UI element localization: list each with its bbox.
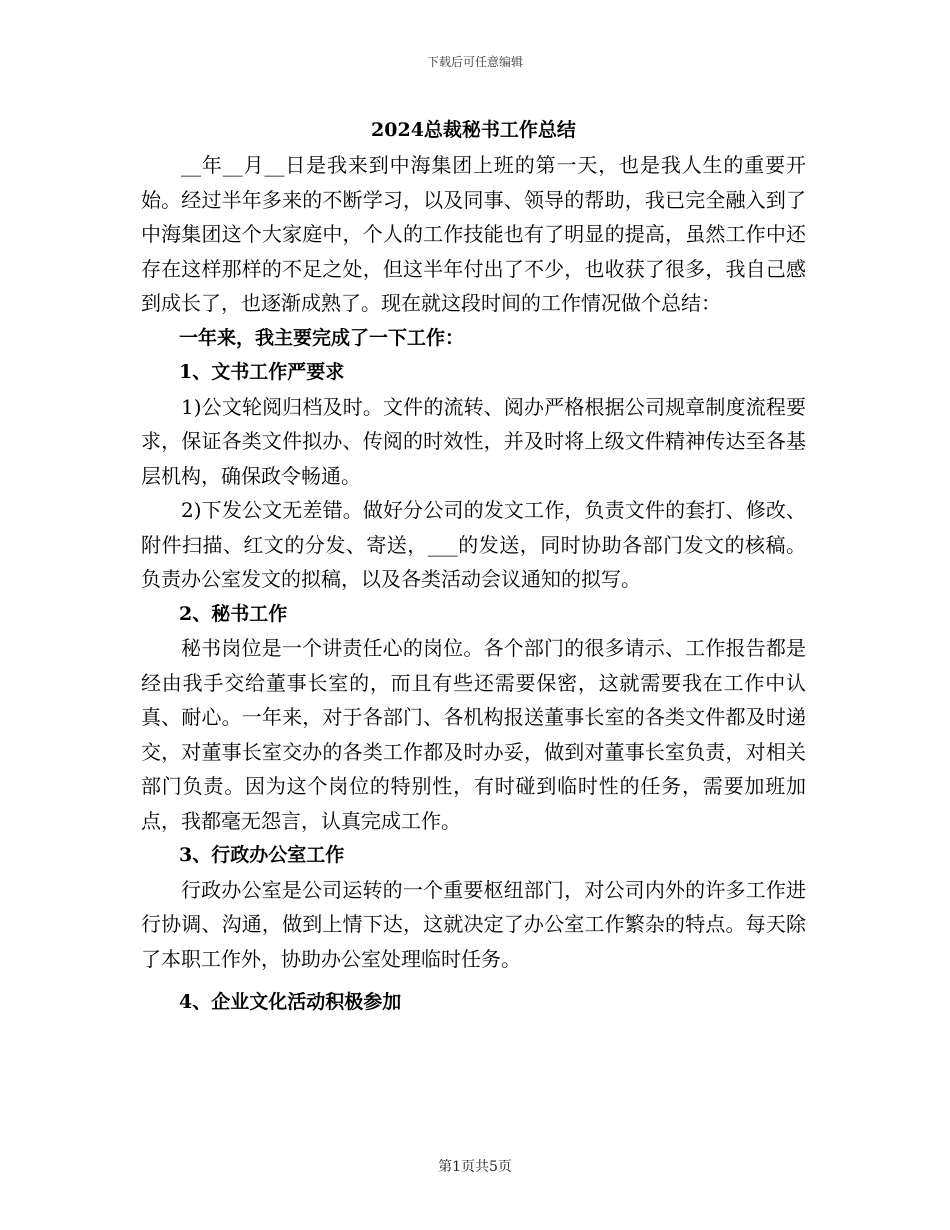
section-2-paragraph-1: 秘书岗位是一个讲责任心的岗位。各个部门的很多请示、工作报告都是经由我手交给董事长室的，而且有些还需要保密，这就需要我在工作中认真、耐心。一年来，对于各部门、各机构报送董事长室的各类文件都及时递交，对董事长室交办的各类工作都及时办妥，做到对董事长室负责，对相关部门负责。因为这个岗位的特别性，有时碰到临时性的任务，需要加班加点，我都毫无怨言，认真完成工作。 [141,636,806,833]
section-4-heading: 4、企业文化活动积极参加 [179,991,402,1013]
section-1-heading: 1、文书工作严要求 [179,361,345,383]
page-header: 下载后可任意编辑 [426,55,523,69]
page-number: 第1页共5页 [438,1159,512,1175]
section-3-heading: 3、行政办公室工作 [179,844,345,866]
document-body [141,112,806,1020]
section-2-heading: 2、秘书工作 [179,602,288,625]
intro-paragraph: __年__月__日是我来到中海集团上班的第一天，也是我人生的重要开始。经过半年多来的不断学习，以及同事、领导的帮助，我已完全融入到了中海集团这个大家庭中，个人的工作技能也有了明显的提高，虽然工作中还存在这样那样的不足之处，但这半年付出了不少，也收获了很多，我自己感到成长了，也逐渐成熟了。现在就这段时间的工作情况做个总结： [141,153,806,315]
section-1-paragraph-2: 2)下发公文无差错。做好分公司的发文工作，负责文件的套打、修改、附件扫描、红文的分发、寄送，___的发送，同时协助各部门发文的核稿。负责办公室发文的拟稿，以及各类活动会议通知的拟写。 [141,498,806,591]
section-1-paragraph-1: 1)公文轮阅归档及时。文件的流转、阅办严格根据公司规章制度流程要求，保证各类文件拟办、传阅的时效性，并及时将上级文件精神传达至各基层机构，确保政令畅通。 [141,394,806,488]
section-3-paragraph-1: 行政办公室是公司运转的一个重要枢纽部门，对公司内外的许多工作进行协调、沟通，做到上情下达，这就决定了办公室工作繁杂的特点。每天除了本职工作外，协助办公室处理临时任务。 [141,877,806,971]
document-title: 2024总裁秘书工作总结 [371,119,576,141]
summary-heading: 一年来，我主要完成了一下工作： [179,326,465,349]
